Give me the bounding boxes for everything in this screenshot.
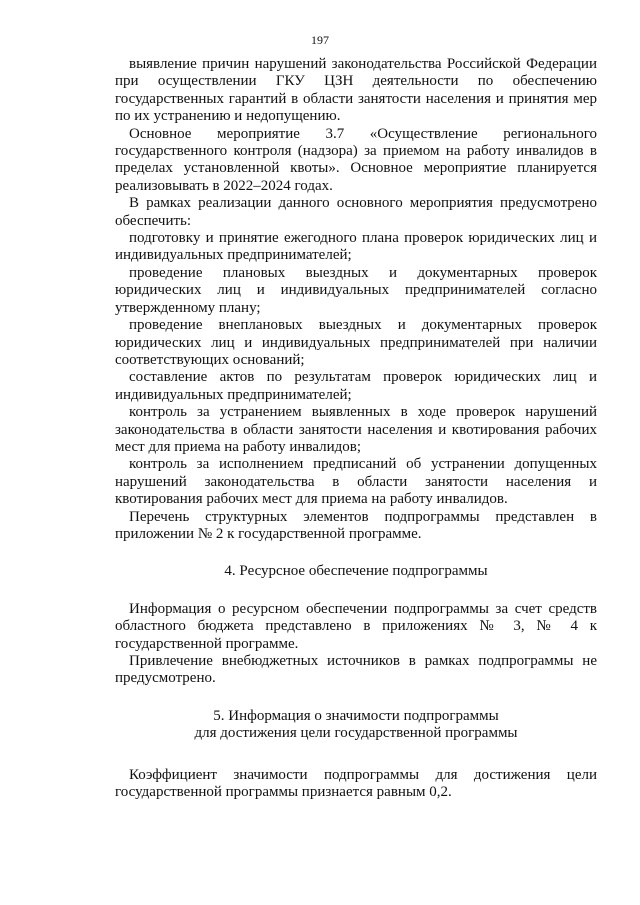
paragraph: Перечень структурных элементов подпрограммы представлен в приложении № 2 к государственной программе. bbox=[115, 508, 597, 542]
paragraph: контроль за исполнением предписаний об устранении допущенных нарушений законодательства в области занятости населения и квотирования рабочих мест для приема на работу инвалидов. bbox=[115, 456, 597, 508]
section-heading bbox=[115, 708, 597, 743]
paragraph: проведение внеплановых выездных и документарных проверок юридических лиц и индивидуальных предпринимателей при наличии соответствующих оснований; bbox=[115, 317, 597, 368]
document-body bbox=[115, 56, 597, 801]
paragraph: Информация о ресурсном обеспечении подпрограммы за счет средств областного бюджета представлено в приложениях № 3, № 4 к государственной программе. bbox=[115, 600, 597, 652]
section-heading bbox=[115, 563, 597, 580]
paragraph: составление актов по результатам проверок юридических лиц и индивидуальных предпринимателей; bbox=[115, 369, 597, 403]
paragraph: выявление причин нарушений законодательства Российской Федерации при осуществлении ГКУ ЦЗН деятельности по обеспечению государственных гарантий в области занятости населения и принятия мер по их устранению и недопущению. bbox=[115, 56, 597, 125]
paragraph: Привлечение внебюджетных источников в рамках подпрограммы не предусмотрено. bbox=[115, 653, 597, 687]
page-number: 197 bbox=[311, 33, 329, 47]
section-heading-line: 5. Информация о значимости подпрограммы bbox=[213, 707, 499, 724]
paragraph: проведение плановых выездных и документарных проверок юридических лиц и индивидуальных предпринимателей согласно утвержденному плану; bbox=[115, 264, 597, 316]
section-heading-line: 4. Ресурсное обеспечение подпрограммы bbox=[224, 563, 488, 580]
section-heading-line: для достижения цели государственной программы bbox=[194, 725, 518, 742]
paragraph: В рамках реализации данного основного мероприятия предусмотрено обеспечить: bbox=[115, 195, 597, 229]
paragraph: контроль за устранением выявленных в ходе проверок нарушений законодательства в области занятости населения и квотирования рабочих мест для приема на работу инвалидов; bbox=[115, 404, 597, 455]
paragraph: Коэффициент значимости подпрограммы для достижения цели государственной программы признается равным 0,2. bbox=[115, 766, 597, 801]
paragraph: подготовку и принятие ежегодного плана проверок юридических лиц и индивидуальных предпринимателей; bbox=[115, 230, 597, 264]
paragraph: Основное мероприятие 3.7 «Осуществление регионального государственного контроля (надзора) за приемом на работу инвалидов в пределах установленной квоты». Основное мероприятие планируется реализовывать в 2022–2024 годах. bbox=[115, 125, 597, 194]
